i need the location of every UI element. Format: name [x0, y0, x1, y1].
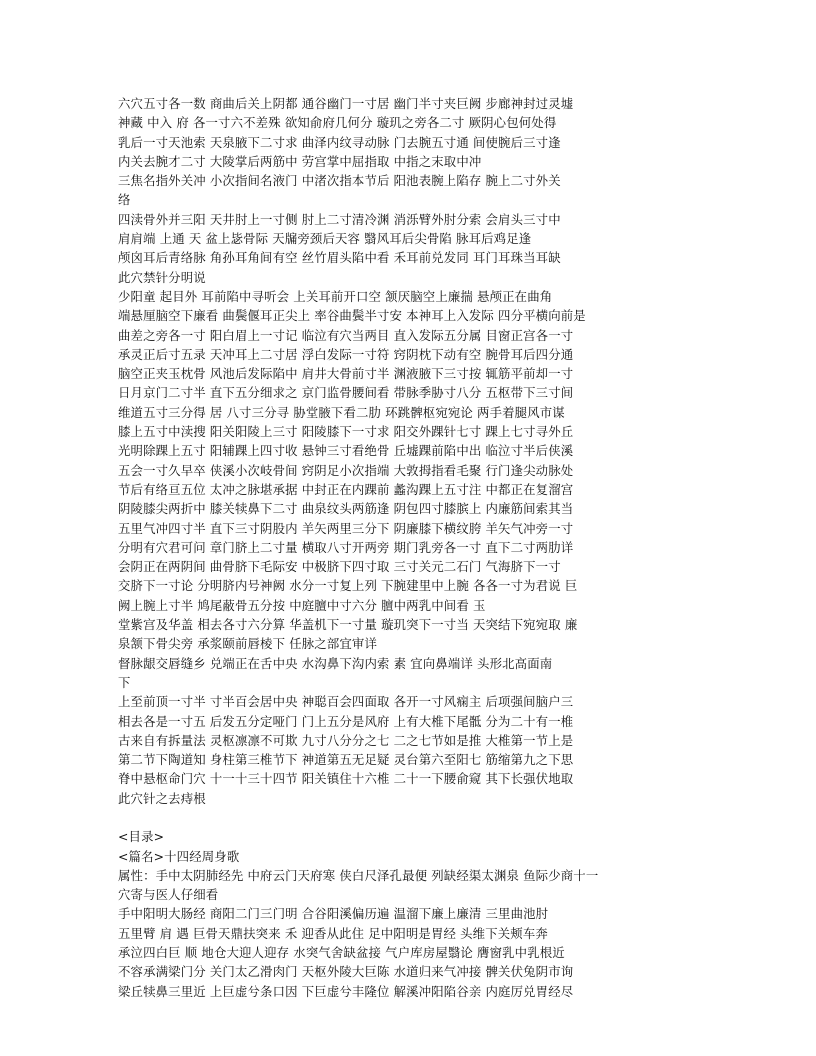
text-line: 交脐下一寸论 分明脐内号神阙 水分一寸复上列 下腕建里中上腕 各各一寸为君说 巨 [118, 578, 578, 594]
chapter-title: <篇名>十四经周身歌 [118, 848, 240, 864]
text-line: 上至前顶一寸半 寸半百会居中央 神聪百会四面取 各开一寸风痫主 后项强间脑户三 [118, 694, 574, 710]
text-line: 六穴五寸各一数 商曲后关上阴都 通谷幽门一寸居 幽门半寸夹巨阙 步廊神封过灵墟 [118, 96, 574, 111]
text-line: 内关去腕才二寸 大陵掌后两筋中 劳宫掌中屈指取 中指之末取中冲 [118, 153, 482, 169]
text-line: 脊中悬枢命门穴 十一十三十四节 阳关镇住十六椎 二十一下腰俞窥 其下长强伏地取 [118, 771, 574, 787]
text-line: 下 [118, 674, 131, 690]
text-line: 神藏 中入 府 各一寸六不差殊 欲知俞府几何分 璇玑之旁各二寸 厥阴心包何处得 [118, 115, 557, 131]
text-line: 阙上腕上寸半 鸠尾蔽骨五分按 中庭膻中寸六分 膻中两乳中间看 玉 [118, 597, 486, 613]
text-line: 五会一寸久早卒 侠溪小次岐骨间 窍阴足小次指端 大敦拇指看毛聚 行门逢尖动脉处 [118, 462, 574, 478]
text-line: 络 [118, 192, 131, 208]
text-line: 穴寄与医人仔细看 [118, 887, 219, 903]
text-line: 肩肩端 上通 天 盆上毖骨际 天牖旁颈后天容 翳风耳后尖骨陷 脉耳后鸡足逢 [118, 231, 532, 247]
text-line: 梁丘犊鼻三里近 上巨虚兮条口因 下巨虚兮丰隆位 解溪冲阳陷谷亲 内庭厉兑胃经尽 [118, 983, 574, 999]
text-line: 颅囟耳后青络脉 角孙耳角间有空 丝竹眉头陷中看 禾耳前兑发同 耳门耳珠当耳缺 [118, 250, 561, 266]
text-line: 会阴正在两阴间 曲骨脐下毛际安 中极脐下四寸取 三寸关元二石门 气海脐下一寸 [118, 559, 561, 575]
text-line: 督脉龈交唇缝乡 兑端正在舌中央 水沟鼻下沟内索 素 宜向鼻端详 头形北高面南 [118, 655, 553, 671]
text-line: 五里气冲四寸半 直下三寸阴股内 羊矢两里三分下 阴廉膝下横纹胯 羊矢气冲旁一寸 [118, 520, 574, 536]
text-line: 第二节下陶道知 身柱第三椎节下 神道第五无足疑 灵台第六至阳七 筋缩第九之下思 [118, 752, 574, 768]
toc-link[interactable]: <目录> [118, 829, 165, 845]
text-line: 少阳童 起目外 耳前陷中寻听会 上关耳前开口空 颔厌脑空上廉揣 悬颅正在曲角 [118, 288, 553, 304]
text-line: 脑空正夹玉枕骨 风池后发际陷中 肩井大骨前寸半 渊液腋下三寸按 辄筋平前却一寸 [118, 366, 574, 382]
text-line: 端悬厘脑空下廉看 曲鬓偃耳正尖上 率谷曲鬓半寸安 本神耳上入发际 四分平横向前是 [118, 308, 586, 324]
text-line: 五里臂 肩 遇 巨骨天鼎扶突来 禾 迎香从此住 足中阳明是胃经 头维下关颊车奔 [118, 925, 548, 941]
text-line: 膝上五寸中渎搜 阳关阳陵上三寸 阳陵膝下一寸求 阳交外踝针七寸 踝上七寸寻外丘 [118, 424, 574, 440]
text-line: 三焦名指外关冲 小次指间名液门 中渚次指本节后 阳池表腕上陷存 腕上二寸外关 [118, 173, 561, 189]
text-line: 承灵正后寸五录 天冲耳上二寸居 浮白发际一寸符 窍阴枕下动有空 腕骨耳后四分通 [118, 346, 574, 362]
text-line: 堂紫宫及华盖 相去各寸六分算 华盖机下一寸量 璇玑突下一寸当 天突结下宛宛取 廉 [118, 617, 578, 633]
document-page [118, 94, 698, 1001]
text-line: 不容承满梁门分 关门太乙滑肉门 天枢外陵大巨陈 水道归来气冲接 髀关伏兔阴市询 [118, 964, 574, 980]
text-line: 光明除踝上五寸 阳辅踝上四寸收 悬钟三寸看绝骨 丘墟踝前陷中出 临泣寸半后侠溪 [118, 443, 574, 459]
text-line: 维道五寸三分得 居 八寸三分寻 胁堂腋下看二肋 环跳髀枢宛宛论 两手着腿风市谋 [118, 404, 565, 420]
text-line: 节后有络亘五位 太冲之脉堪承据 中封正在内踝前 蠡沟踝上五寸注 中都正在复溜宫 [118, 481, 574, 497]
text-line: 此穴禁针分明说 [118, 269, 206, 285]
text-line: 日月京门二寸半 直下五分细求之 京门监骨腰间看 带脉季胁寸八分 五枢带下三寸间 [118, 385, 574, 401]
text-line: 曲差之旁各一寸 阳白眉上一寸记 临泣有穴当两目 直入发际五分属 目窗正宫各一寸 [118, 327, 574, 343]
text-line: 阴陵膝尖两折中 膝关犊鼻下二寸 曲泉纹头两筋逢 阴包四寸膝膑上 内廉筋间索其当 [118, 501, 574, 517]
text-line: 属性：手中太阴肺经先 中府云门天府寒 侠白尺泽孔最便 列缺经渠太渊泉 鱼际少商十一 [118, 867, 599, 883]
section-spacer [118, 808, 698, 827]
text-line: 四渎骨外并三阳 天井肘上一寸侧 肘上二寸清冷渊 消泺臂外肘分索 会肩头三寸中 [118, 211, 561, 227]
verse-section-2 [118, 866, 698, 1001]
text-line: 承泣四白巨 顺 地仓大迎人迎存 水突气舍缺盆接 气户库房屋翳论 膺窗乳中乳根近 [118, 945, 565, 961]
text-line: 手中阳明大肠经 商阳二门三门明 合谷阳溪偏历遍 温溜下廉上廉清 三里曲池肘 [118, 906, 549, 922]
verse-section-1 [118, 94, 698, 808]
text-line: 相去各是一寸五 后发五分定哑门 门上五分是风府 上有大椎下尾骶 分为二十有一椎 [118, 713, 574, 729]
text-line: 古来自有拆量法 灵枢凛凛不可欺 九寸八分分之七 二之七节如是推 大椎第一节上是 [118, 732, 574, 748]
text-line: 分明有穴君可问 章门脐上二寸量 横取八寸开两旁 期门乳旁各一寸 直下二寸两肋详 [118, 539, 574, 555]
text-line: 泉颔下骨尖旁 承浆颐前唇棱下 任脉之部宜审详 [118, 636, 377, 652]
text-line: 乳后一寸天池索 天泉腋下二寸求 曲泽内纹寻动脉 门去腕五寸通 间使腕后三寸逢 [118, 134, 561, 150]
text-line: 此穴针之去痔根 [118, 790, 206, 806]
